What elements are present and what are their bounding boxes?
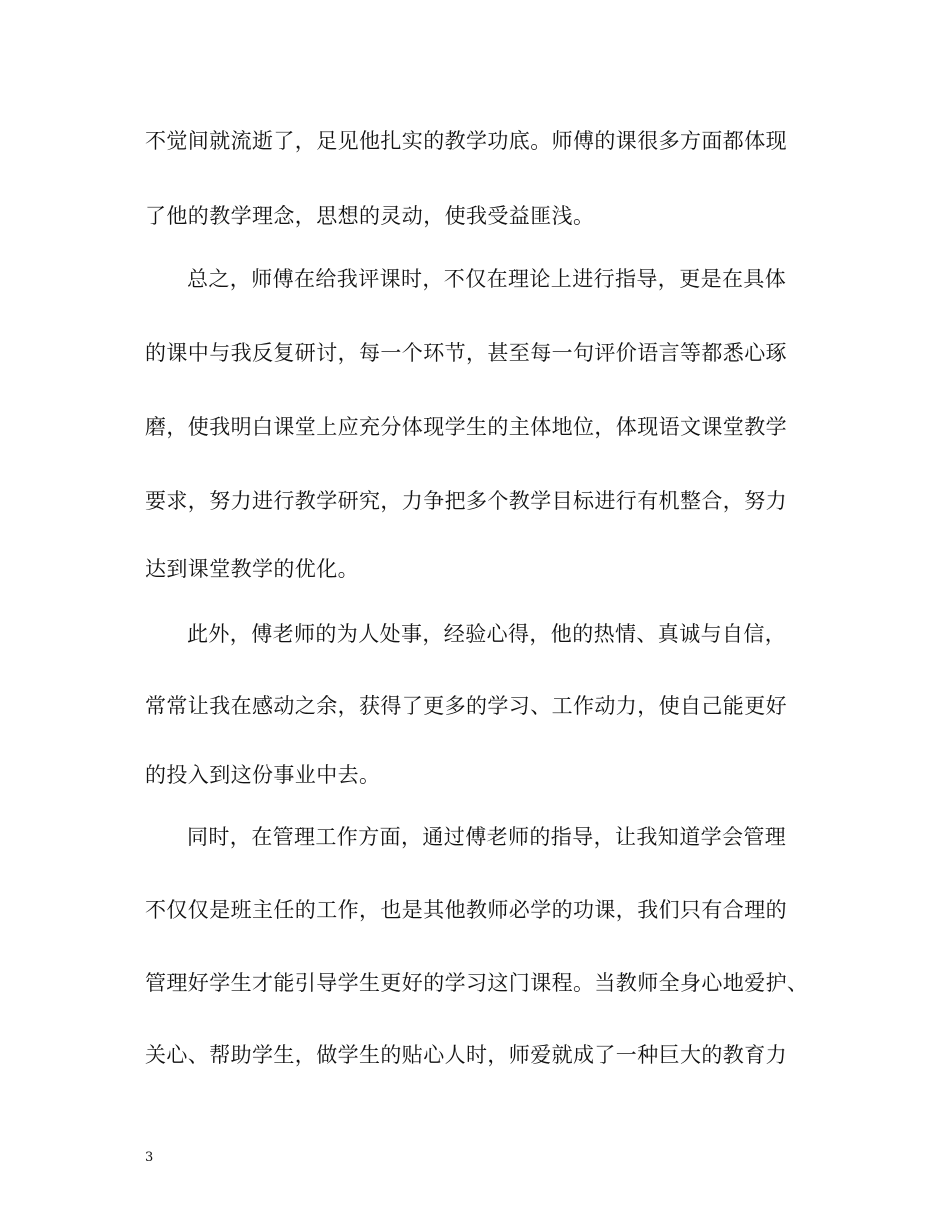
text-line: 不仅仅是班主任的工作，也是其他教师必学的功课，我们只有合理的 [145, 898, 787, 922]
text-line: 常常让我在感动之余，获得了更多的学习、工作动力，使自己能更好 [145, 694, 787, 718]
text-line: 达到课堂教学的优化。 [145, 557, 359, 581]
paragraph-first-line: 总之，师傅在给我评课时，不仅在理论上进行指导，更是在具体 [187, 267, 787, 291]
text-line: 关心、帮助学生，做学生的贴心人时，师爱就成了一种巨大的教育力 [145, 1043, 787, 1067]
text-line: 的课中与我反复研讨，每一个环节，甚至每一句评价语言等都悉心琢 [145, 341, 787, 365]
text-line: 管理好学生才能引导学生更好的学习这门课程。当教师全身心地爱护、 [145, 971, 809, 995]
page-number: 3 [145, 1150, 154, 1165]
text-line: 的投入到这份事业中去。 [145, 763, 381, 787]
text-line: 磨，使我明白课堂上应充分体现学生的主体地位，体现语文课堂教学 [145, 415, 787, 439]
paragraph-first-line: 此外，傅老师的为人处事，经验心得，他的热情、真诚与自信， [187, 622, 787, 646]
text-line: 要求，努力进行教学研究，力争把多个教学目标进行有机整合，努力 [145, 489, 787, 513]
text-line: 不觉间就流逝了，足见他扎实的教学功底。师傅的课很多方面都体现 [145, 129, 787, 153]
text-line: 了他的教学理念，思想的灵动，使我受益匪浅。 [145, 204, 595, 228]
paragraph-first-line: 同时，在管理工作方面，通过傅老师的指导，让我知道学会管理 [187, 825, 787, 849]
